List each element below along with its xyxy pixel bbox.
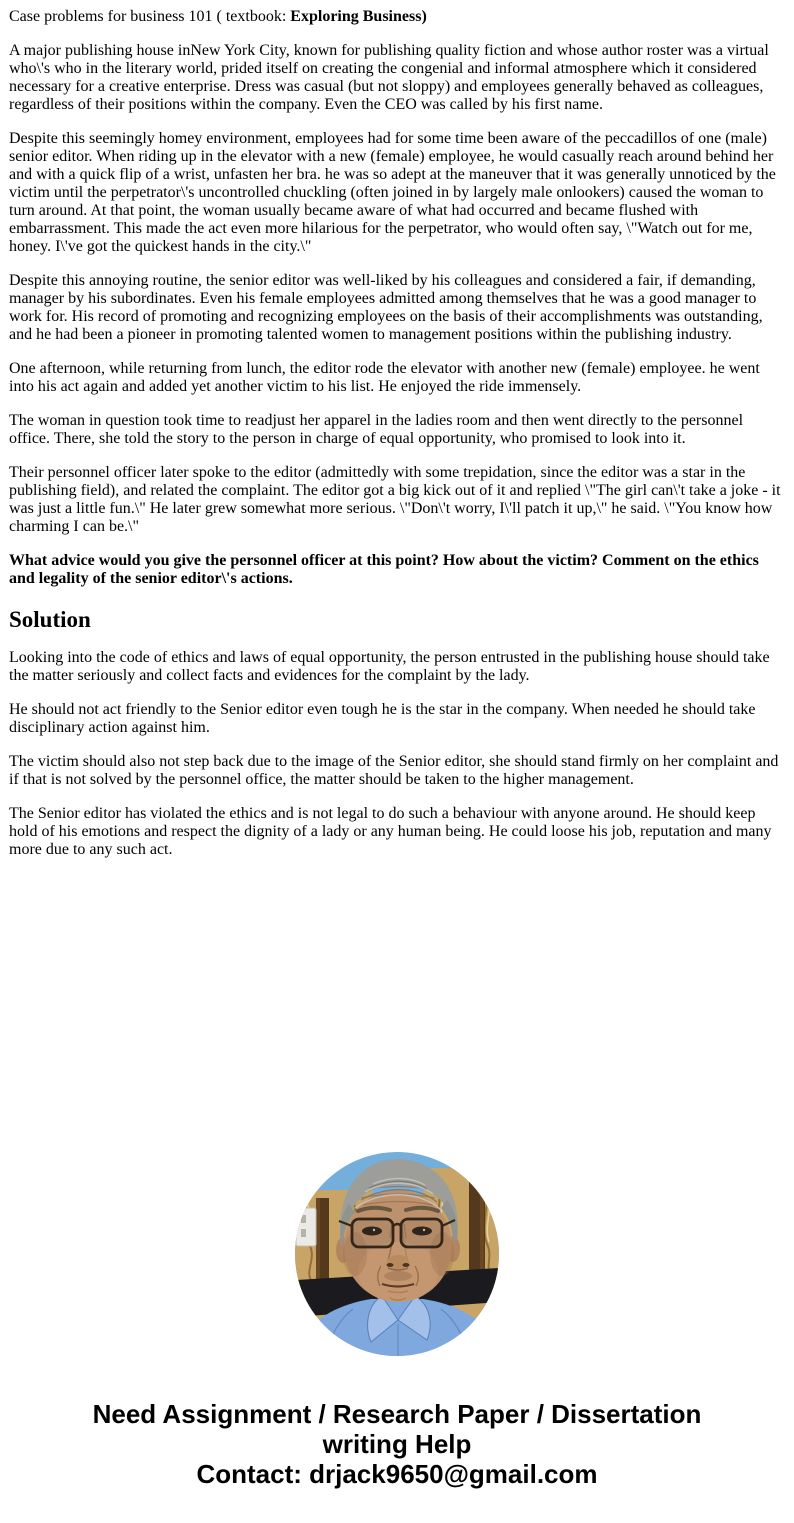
- case-paragraph: A major publishing house inNew York City, known for publishing quality fiction and whose author roster was a virtual who\'s who in the literary world, prided itself on creating the congenial and informal atmosphere which it considered necessary for a creative enterprise. Dress was casual (but not sloppy) and employees generally behaved as colleagues, regardless of their positions within the company. Even the CEO was called by his first name.: [9, 42, 769, 113]
- solution-heading: Solution: [9, 607, 91, 632]
- solution-paragraph: Looking into the code of ethics and laws of equal opportunity, the person entrusted in the publishing house should take the matter seriously and collect facts and evidences for the complaint by the lady.: [9, 649, 770, 684]
- solution-paragraph: He should not act friendly to the Senior editor even tough he is the star in the company. When needed he should take disciplinary action against him.: [9, 701, 756, 736]
- page-title-textbook: Exploring Business): [290, 8, 427, 25]
- case-paragraph: Their personnel officer later spoke to the editor (admittedly with some trepidation, since the editor was a star in the publishing field), and related the complaint. The editor got a big kick out of it and replied \"The girl can\'t take a joke - it was just a little fun.\" He later grew somewhat more serious. \"Don\'t worry, I\'ll patch it up,\" he said. \"You know how charming I can be.\": [9, 464, 781, 535]
- footer-line: Need Assignment / Research Paper / Dissertation: [92, 1399, 702, 1429]
- page-title-prefix: Case problems for business 101 ( textbook:: [9, 8, 291, 25]
- case-paragraph: Despite this seemingly homey environment, employees had for some time been aware of the peccadillos of one (male) senior editor. When riding up in the elevator with a new (female) employee, he would casually reach around behind her and with a quick flip of a wrist, unfasten her bra. he was so adept at the maneuver that it was generally unnoticed by the victim until the perpetrator\'s uncontrolled chuckling (often joined in by largely male onlookers) caused the woman to turn around. At that point, the woman usually became aware of what had occurred and became flushed with embarrassment. This made the act even more hilarious for the perpetrator, who would often say, \"Watch out for me, honey. I\'ve got the quickest hands in the city.\": [9, 130, 776, 255]
- footer-line: writing Help: [322, 1429, 472, 1459]
- footer-contact-email: Contact: drjack9650@gmail.com: [196, 1459, 598, 1489]
- page-title: [9, 8, 785, 26]
- case-paragraph: One afternoon, while returning from lunch, the editor rode the elevator with another new (female) employee. he went into his act again and added yet another victim to his list. He enjoyed the ride immensely.: [9, 360, 760, 395]
- solution-paragraph: The victim should also not step back due to the image of the Senior editor, she should stand firmly on her complaint and if that is not solved by the personnel office, the matter should be taken to the higher management.: [9, 753, 779, 788]
- case-paragraph: Despite this annoying routine, the senior editor was well-liked by his colleagues and considered a fair, if demanding, manager by his subordinates. Even his female employees admitted among themselves that he was a good manager to work for. His record of promoting and recognizing employees on the basis of their accomplishments was outstanding, and he had been a pioneer in promoting talented women to management positions within the publishing industry.: [9, 272, 763, 343]
- case-paragraph: The woman in question took time to readjust her apparel in the ladies room and then went directly to the personnel office. There, she told the story to the person in charge of equal opportunity, who promised to look into it.: [9, 412, 744, 447]
- tutor-portrait-illustration: [295, 1152, 499, 1356]
- solution-paragraph: The Senior editor has violated the ethics and is not legal to do such a behaviour with anyone around. He should keep hold of his emotions and respect the dignity of a lady or any human being. He could loose his job, reputation and many more due to any such act.: [9, 805, 772, 858]
- footer-banner: [9, 1399, 785, 1489]
- question-paragraph: What advice would you give the personnel officer at this point? How about the victim? Comment on the ethics and legality of the senior editor\'s actions.: [9, 552, 759, 587]
- photo-switch-plate: [296, 1208, 316, 1246]
- tutor-portrait-photo: [295, 1152, 499, 1356]
